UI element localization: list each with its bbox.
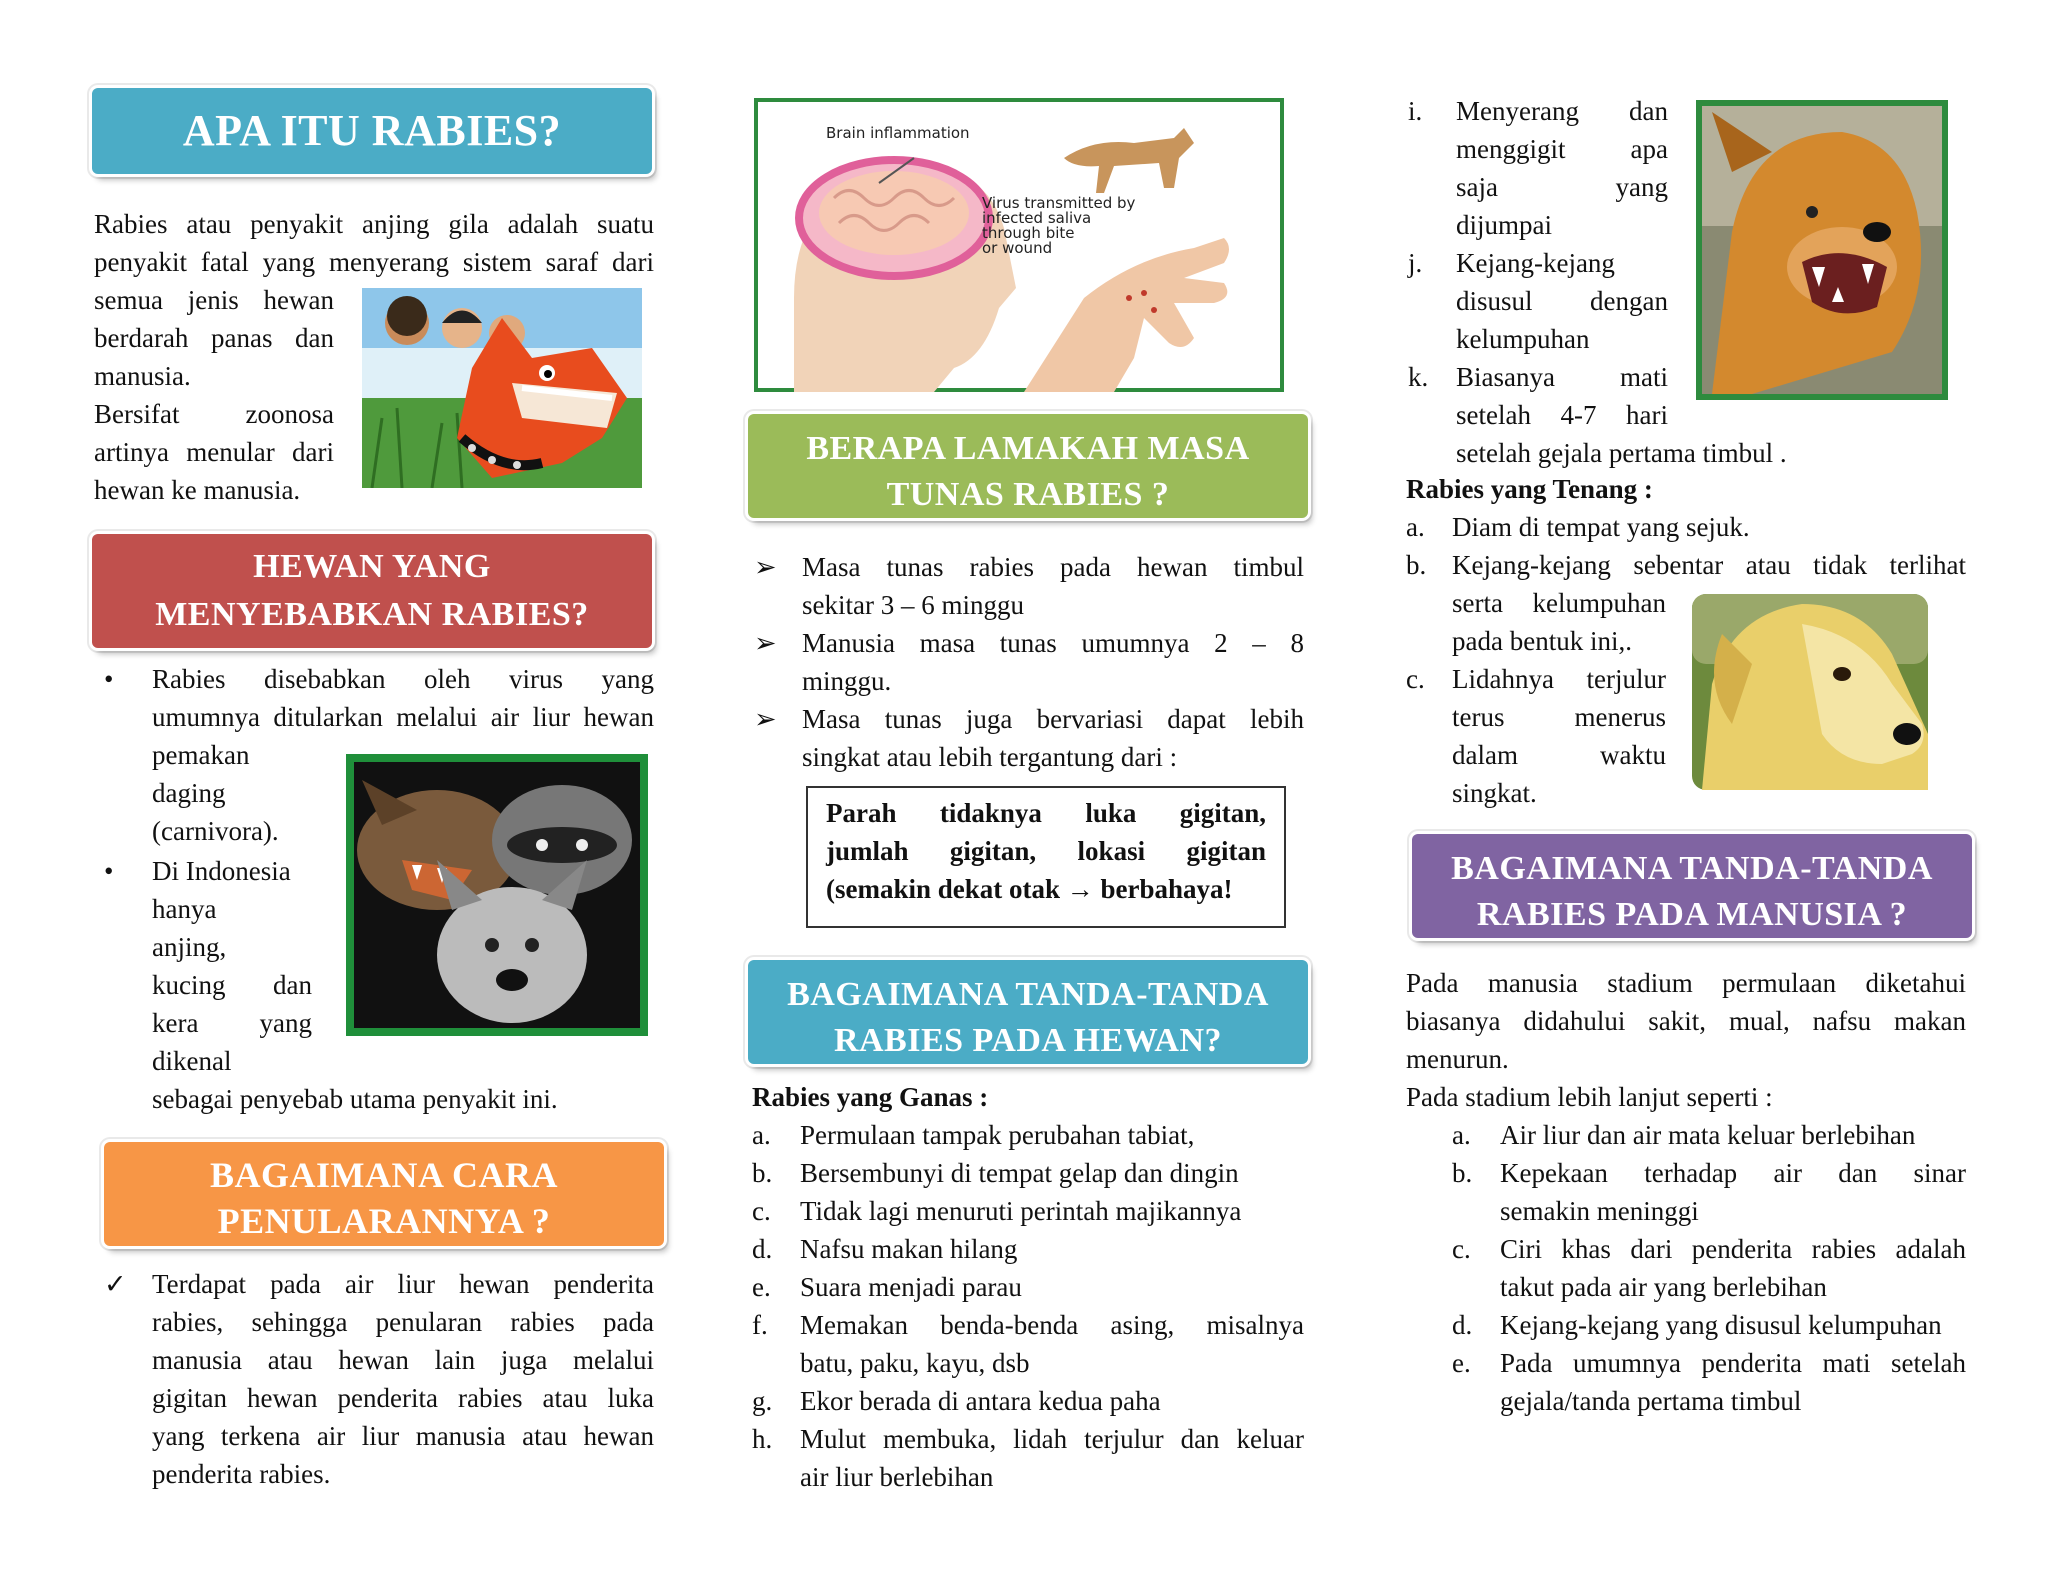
list-item-line: singkat.	[1452, 778, 1537, 808]
list-item-line: setelah gejala pertama timbul .	[1456, 438, 1787, 468]
list-marker: k.	[1408, 362, 1429, 392]
list-item-line: setelah 4-7 hari	[1456, 400, 1668, 430]
list-item-line: Diam di tempat yang sejuk.	[1452, 512, 1750, 542]
list-item-line: terus menerus	[1452, 702, 1666, 732]
banner-hewan-penyebab	[92, 534, 652, 648]
list-item-line: takut pada air yang berlebihan	[1500, 1272, 1827, 1302]
diagram-label-virus: Virus transmitted by	[982, 194, 1136, 212]
list-marker: e.	[752, 1272, 771, 1302]
diagram-label-virus: through bite	[982, 224, 1075, 242]
list-marker: c.	[752, 1196, 771, 1226]
cause-line: (carnivora).	[152, 816, 279, 846]
list-item-line: pada bentuk ini,.	[1452, 626, 1632, 656]
incubation-item	[754, 548, 1304, 624]
bullet-icon: •	[104, 664, 114, 694]
cause-line: sebagai penyebab utama penyakit ini.	[152, 1084, 558, 1114]
banner-title-line: BAGAIMANA TANDA-TANDA	[1451, 850, 1933, 887]
cause-line: kucing dan	[152, 970, 312, 1000]
ganas-list	[752, 1116, 1304, 1496]
transmission-line: penderita rabies.	[152, 1459, 331, 1489]
intro-line: hewan ke manusia.	[94, 475, 301, 505]
list-item	[1408, 244, 1668, 358]
human-intro	[1406, 964, 1966, 1116]
list-item-line: Suara menjadi parau	[800, 1272, 1022, 1302]
factors-line: (semakin dekat otak → berbahaya!	[826, 874, 1233, 904]
list-item-line: Ekor berada di antara kedua paha	[800, 1386, 1161, 1416]
list-item-line: Kejang-kejang	[1456, 248, 1615, 278]
list-marker: f.	[752, 1310, 768, 1340]
banner-apa-itu-rabies	[92, 88, 652, 174]
human-list	[1452, 1116, 1966, 1420]
list-item-line: gejala/tanda pertama timbul	[1500, 1386, 1802, 1416]
diagram-label-virus: infected saliva	[982, 209, 1092, 227]
brain-inflammation-diagram	[754, 98, 1284, 392]
factors-line: Parah tidaknya luka gigitan,	[826, 798, 1266, 828]
list-item-line: Kepekaan terhadap air dan sinar	[1500, 1158, 1966, 1188]
calm-dog-image	[1692, 594, 1928, 790]
list-marker: c.	[1406, 664, 1425, 694]
list-marker: i.	[1408, 96, 1423, 126]
list-item-line: air liur berlebihan	[800, 1462, 994, 1492]
banner-title-line: BAGAIMANA TANDA-TANDA	[787, 976, 1269, 1013]
incubation-item	[754, 700, 1304, 776]
cause-line: daging	[152, 778, 226, 808]
list-item-line: Pada umumnya penderita mati setelah	[1500, 1348, 1966, 1378]
factors-box	[806, 786, 1286, 928]
list-marker: d.	[752, 1234, 773, 1264]
list-item-line: disusul dengan	[1456, 286, 1668, 316]
list-item	[752, 1230, 1304, 1268]
list-item	[752, 1268, 1304, 1306]
factors-line: jumlah gigitan, lokasi gigitan	[826, 836, 1266, 866]
list-item	[752, 1116, 1304, 1154]
list-item-line: dijumpai	[1456, 210, 1552, 240]
list-marker: g.	[752, 1386, 773, 1416]
list-marker: c.	[1452, 1234, 1471, 1264]
rabid-animals-image	[342, 740, 662, 1040]
banner-cara-penularan	[104, 1142, 664, 1246]
incubation-item	[754, 624, 1304, 700]
list-marker: a.	[1452, 1120, 1471, 1150]
arrow-bullet-icon: ➢	[754, 628, 777, 658]
cause-line: hanya	[152, 894, 217, 924]
intro-line: penyakit fatal yang menyerang sistem saraf dari	[94, 247, 654, 277]
banner-title-line: HEWAN YANG	[253, 548, 491, 585]
list-item	[1452, 1344, 1966, 1420]
intro-line: artinya menular dari	[94, 437, 334, 467]
list-item	[1452, 1306, 1966, 1344]
ganas-title-text: Rabies yang Ganas :	[752, 1082, 989, 1112]
human-intro-line: menurun.	[1406, 1044, 1509, 1074]
list-marker: j.	[1408, 248, 1423, 278]
list-item	[752, 1306, 1304, 1382]
banner-tanda-manusia	[1412, 834, 1972, 938]
cause-line: kera yang	[152, 1008, 312, 1038]
list-item	[752, 1420, 1304, 1496]
banner-masa-tunas	[748, 414, 1308, 518]
list-marker: b.	[1452, 1158, 1473, 1188]
list-item	[752, 1192, 1304, 1230]
list-item	[1452, 1230, 1966, 1306]
human-intro-line: Pada stadium lebih lanjut seperti :	[1406, 1082, 1773, 1112]
transmission-line: Terdapat pada air liur hewan penderita	[152, 1269, 654, 1299]
banner-title-line: TUNAS RABIES ?	[886, 476, 1170, 513]
transmission-line: gigitan hewan penderita rabies atau luka	[152, 1383, 654, 1413]
list-item-line: Lidahnya terjulur	[1452, 664, 1666, 694]
banner-tanda-hewan	[748, 960, 1308, 1064]
cause-line: Rabies disebabkan oleh virus yang	[152, 664, 654, 694]
bullet-icon: •	[104, 856, 114, 886]
banner-title: APA ITU RABIES?	[182, 106, 562, 155]
diagram-label-brain: Brain inflammation	[826, 124, 970, 142]
list-marker: d.	[1452, 1310, 1473, 1340]
incubation-line: Manusia masa tunas umumnya 2 – 8	[802, 628, 1304, 658]
list-item-line: Biasanya mati	[1456, 362, 1668, 392]
cause-line: umumnya ditularkan melalui air liur hewan	[152, 702, 654, 732]
banner-title-line: BERAPA LAMAKAH MASA	[806, 430, 1250, 467]
list-item-line: Ciri khas dari penderita rabies adalah	[1500, 1234, 1966, 1264]
transmission-line: rabies, sehingga penularan rabies pada	[152, 1307, 654, 1337]
cause-line: pemakan	[152, 740, 250, 770]
list-marker: b.	[752, 1158, 773, 1188]
incubation-line: sekitar 3 – 6 minggu	[802, 590, 1024, 620]
ganas-cont-list	[1408, 92, 1787, 472]
list-item-line: Bersembunyi di tempat gelap dan dingin	[800, 1158, 1239, 1188]
list-item-line: Menyerang dan	[1456, 96, 1668, 126]
list-item-line: Nafsu makan hilang	[800, 1234, 1018, 1264]
list-item-line: Air liur dan air mata keluar berlebihan	[1500, 1120, 1916, 1150]
incubation-line: singkat atau lebih tergantung dari :	[802, 742, 1178, 772]
list-marker: h.	[752, 1424, 773, 1454]
banner-title-line: RABIES PADA HEWAN?	[833, 1022, 1223, 1059]
list-item	[1406, 508, 1966, 546]
intro-line: manusia.	[94, 361, 191, 391]
ganas-title	[752, 1078, 1302, 1116]
list-item	[1408, 358, 1787, 472]
list-item-line: Kejang-kejang yang disusul kelumpuhan	[1500, 1310, 1942, 1340]
list-item-line: kelumpuhan	[1456, 324, 1590, 354]
list-item-line: dalam waktu	[1452, 740, 1666, 770]
cartoon-rabid-dog-image	[362, 288, 642, 488]
incubation-line: minggu.	[802, 666, 892, 696]
diagram-label-virus: or wound	[982, 239, 1053, 257]
cause-line: anjing,	[152, 932, 227, 962]
human-intro-line: biasanya didahului sakit, mual, nafsu makan	[1406, 1006, 1966, 1036]
transmission-line: manusia atau hewan lain juga melalui	[152, 1345, 654, 1375]
list-item	[752, 1154, 1304, 1192]
list-item	[1452, 1116, 1966, 1154]
list-item	[752, 1382, 1304, 1420]
incubation-line: Masa tunas juga bervariasi dapat lebih	[802, 704, 1304, 734]
intro-line: semua jenis hewan	[94, 285, 334, 315]
list-item-line: Tidak lagi menuruti perintah majikannya	[800, 1196, 1242, 1226]
list-marker: a.	[1406, 512, 1425, 542]
list-item-line: Kejang-kejang sebentar atau tidak terlihat	[1452, 550, 1966, 580]
intro-line: Bersifat zoonosa	[94, 399, 334, 429]
list-item	[1452, 1154, 1966, 1230]
list-item	[1408, 92, 1668, 244]
banner-title-line: BAGAIMANA CARA	[210, 1155, 558, 1195]
tenang-title-text: Rabies yang Tenang :	[1406, 474, 1653, 504]
cause-line: dikenal	[152, 1046, 232, 1076]
human-intro-line: Pada manusia stadium permulaan diketahui	[1406, 968, 1966, 998]
banner-title-line: RABIES PADA MANUSIA ?	[1476, 896, 1908, 933]
list-item-line: Memakan benda-benda asing, misalnya	[800, 1310, 1304, 1340]
list-item-line: Permulaan tampak perubahan tabiat,	[800, 1120, 1195, 1150]
cause-line: Di Indonesia	[152, 856, 291, 886]
check-icon: ✓	[104, 1269, 127, 1299]
intro-line: berdarah panas dan	[94, 323, 334, 353]
intro-line: Rabies atau penyakit anjing gila adalah suatu	[94, 209, 654, 239]
list-marker: b.	[1406, 550, 1427, 580]
transmission-line: yang terkena air liur manusia atau hewan	[152, 1421, 654, 1451]
list-item-line: serta kelumpuhan	[1452, 588, 1666, 618]
list-item-line: saja yang	[1456, 172, 1668, 202]
transmission-item	[104, 1265, 654, 1495]
list-marker: a.	[752, 1120, 771, 1150]
incubation-line: Masa tunas rabies pada hewan timbul	[802, 552, 1304, 582]
list-item-line: menggigit apa	[1456, 134, 1668, 164]
arrow-bullet-icon: ➢	[754, 704, 777, 734]
list-item-line: Mulut membuka, lidah terjulur dan keluar	[800, 1424, 1304, 1454]
list-item-line: semakin meninggi	[1500, 1196, 1699, 1226]
list-item-line: batu, paku, kayu, dsb	[800, 1348, 1030, 1378]
banner-title-line: MENYEBABKAN RABIES?	[155, 596, 589, 633]
angry-dog-image	[1692, 92, 1952, 404]
arrow-bullet-icon: ➢	[754, 552, 777, 582]
banner-title-line: PENULARANNYA ?	[217, 1201, 551, 1241]
tenang-title	[1406, 470, 1966, 508]
list-marker: e.	[1452, 1348, 1471, 1378]
